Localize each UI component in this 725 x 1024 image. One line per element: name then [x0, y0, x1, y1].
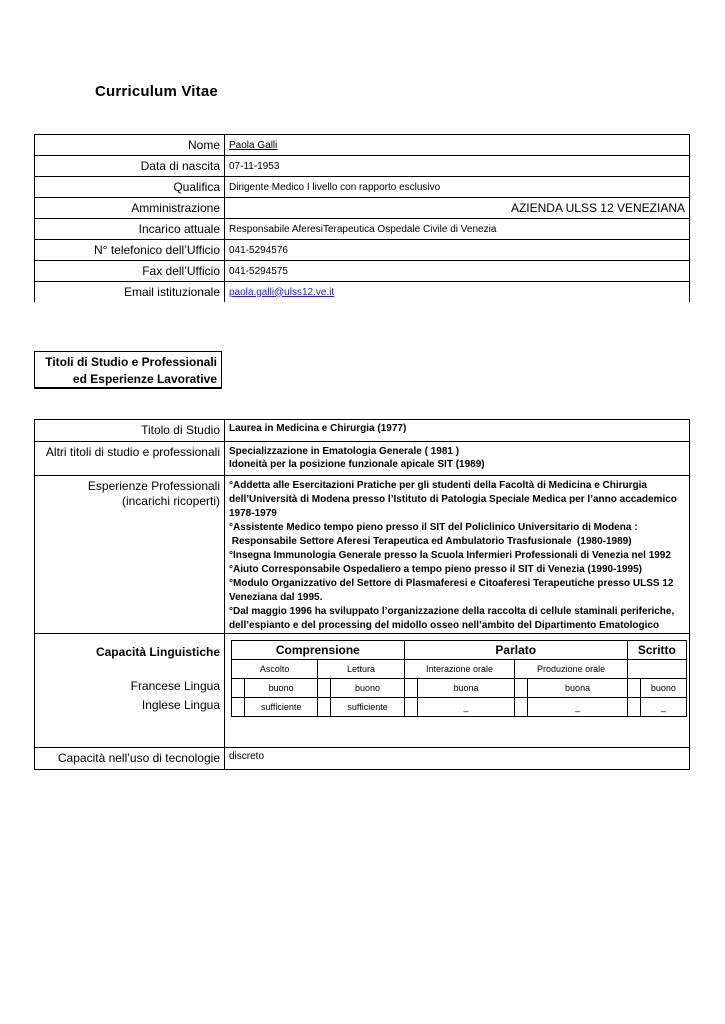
checkbox-cell [515, 679, 528, 698]
inglese-interazione: _ [417, 698, 515, 717]
checkbox-cell [515, 698, 528, 717]
comprensione-header: Comprensione [232, 641, 405, 660]
checkbox-cell [232, 679, 245, 698]
table-row [35, 219, 690, 240]
table-row [232, 641, 687, 660]
table-row [35, 135, 690, 156]
checkbox-cell [627, 679, 640, 698]
inglese-produzione: _ [528, 698, 627, 717]
qualifica-value: Dirigente Medico I livello con rapporto esclusivo [225, 177, 690, 198]
section-header-line2: ed Esperienze Lavorative [72, 372, 217, 386]
checkbox-cell [318, 698, 331, 717]
incarico-value: Responsabile AferesiTerapeutica Ospedale Civile di Venezia [225, 219, 690, 240]
birthdate-value: 07-11-1953 [225, 156, 690, 177]
esperienze-sublabel: (incarichi ricoperti) [121, 494, 220, 508]
francese-interazione: buona [417, 679, 515, 698]
scritto-header: Scritto [627, 641, 686, 660]
email-link[interactable]: paola.galli@ulss12.ve.it [229, 286, 335, 298]
interazione-subheader: Interazione orale [404, 660, 515, 679]
amministrazione-value: AZIENDA ULSS 12 VENEZIANA [225, 198, 690, 219]
produzione-subheader: Produzione orale [515, 660, 627, 679]
francese-label: Francese Lingua [130, 679, 220, 693]
table-row [232, 679, 687, 698]
table-row [35, 261, 690, 282]
altri-value: Specializzazione in Ematologia Generale ( 1981 ) [229, 446, 460, 457]
page-title: Curriculum Vitae [95, 83, 218, 100]
esperienze-label: Esperienze Professionali [87, 479, 220, 493]
inglese-lettura: sufficiente [331, 698, 404, 717]
personal-info-table [34, 134, 690, 302]
name-label: Nome [35, 135, 225, 156]
inglese-ascolto: sufficiente [245, 698, 318, 717]
experience-item: °Dal maggio 1996 ha sviluppato l’organizzazione della raccolta di cellule staminali periferiche, dell’espianto e del processing del midollo osseo nell’ambito del Dipartimento Ematologico [229, 606, 675, 631]
table-row [35, 198, 690, 219]
section-header-line1: Titoli di Studio e Professionali [45, 355, 217, 369]
name-value: Paola Galli [229, 139, 278, 151]
birthdate-label: Data di nascita [35, 156, 225, 177]
experience-item: °Modulo Organizzativo del Settore di Plasmaferesi e Citoaferesi Terapeutiche presso ULSS 12 Veneziana dal 1995. [229, 578, 674, 603]
lingue-label: Capacità Linguistiche [95, 645, 220, 659]
table-row [35, 156, 690, 177]
table-row [35, 282, 690, 303]
ascolto-subheader: Ascolto [232, 660, 318, 679]
table-row [232, 698, 687, 717]
experience-item: °Assistente Medico tempo pieno presso il SIT del Policlinico Universitario di Modena : [229, 522, 638, 533]
table-row [35, 177, 690, 198]
languages-table [231, 640, 687, 717]
francese-scritto: buono [640, 679, 686, 698]
incarico-label: Incarico attuale [35, 219, 225, 240]
experience-item: °Addetta alle Esercitazioni Pratiche per gli studenti della Facoltà di Medicina e Chirurgia dell’Università di Modena presso l’Istituto di Patologia Speciale Medica per l’anno accademico 1978-1979 [229, 480, 677, 519]
checkbox-cell [318, 679, 331, 698]
table-row [35, 442, 690, 476]
inglese-label: Inglese Lingua [141, 698, 220, 712]
education-table [34, 419, 690, 770]
experience-item: Responsabile Settore Aferesi Terapeutica ed Ambulatorio Trasfusionale (1980-1989) [229, 536, 632, 547]
lettura-subheader: Lettura [318, 660, 404, 679]
section-header [34, 351, 222, 389]
inglese-scritto: _ [640, 698, 686, 717]
altri-value: Idoneità per la posizione funzionale apicale SIT (1989) [229, 459, 485, 470]
table-row [35, 476, 690, 634]
qualifica-label: Qualifica [35, 177, 225, 198]
checkbox-cell [404, 698, 417, 717]
parlato-header: Parlato [404, 641, 627, 660]
titolo-label: Titolo di Studio [35, 420, 225, 442]
francese-lettura: buono [331, 679, 404, 698]
table-row [35, 748, 690, 770]
altri-label: Altri titoli di studio e professionali [35, 442, 225, 476]
fax-value: 041-5294575 [225, 261, 690, 282]
experience-item: °Aiuto Corresponsabile Ospedaliero a tempo pieno presso il SIT di Venezia (1990-1995) [229, 564, 643, 575]
fax-label: Fax dell’Ufficio [35, 261, 225, 282]
phone-value: 041-5294576 [225, 240, 690, 261]
titolo-value: Laurea in Medicina e Chirurgia (1977) [225, 420, 690, 442]
table-row [35, 240, 690, 261]
experience-item: °Insegna Immunologia Generale presso la Scuola Infermieri Professionali di Venezia nel 1992 [229, 550, 671, 561]
francese-produzione: buona [528, 679, 627, 698]
table-row [232, 660, 687, 679]
tecnologie-label: Capacità nell’uso di tecnologie [35, 748, 225, 770]
phone-label: N° telefonico dell’Ufficio [35, 240, 225, 261]
table-row [35, 420, 690, 442]
checkbox-cell [627, 698, 640, 717]
tecnologie-value: discreto [225, 748, 690, 770]
email-label: Email istituzionale [35, 282, 225, 303]
checkbox-cell [232, 698, 245, 717]
amministrazione-label: Amministrazione [35, 198, 225, 219]
francese-ascolto: buono [245, 679, 318, 698]
checkbox-cell [404, 679, 417, 698]
